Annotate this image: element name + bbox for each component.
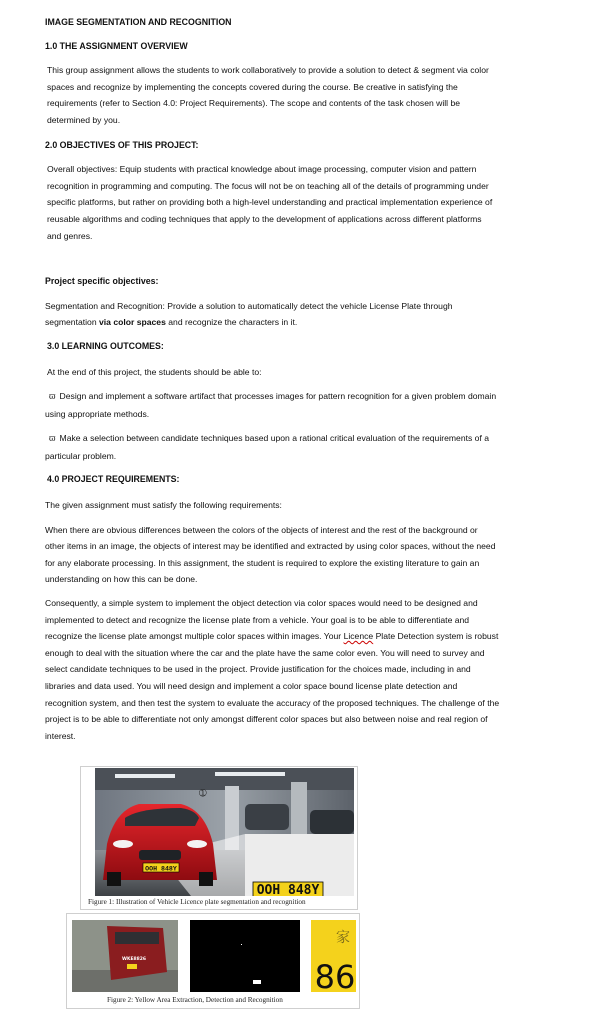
text-line: Overall objectives: Equip students with practical knowledge about image processing, computer vision and pattern: [47, 164, 477, 175]
text-line: select candidate techniques to be used in the project. Provide justification for the choices made, including in and: [45, 664, 471, 675]
learning-outcomes-intro: At the end of this project, the students should be able to:: [47, 366, 262, 377]
text-run: recognize the license plate amongst multiple color spaces within images. Your: [45, 631, 344, 642]
binary-mask: [190, 920, 300, 992]
plate-crop-number: 86: [314, 958, 356, 994]
specific-objectives-paragraph: [45, 298, 565, 331]
text-line: requirements (refer to Section 4.0: Project Requirements). The scope and contents of the task chosen will be: [47, 98, 461, 109]
headlight-right: [187, 840, 207, 848]
text-line: specific platforms, but rather on providing both a high-level understanding and practical implementation experience of: [47, 197, 493, 208]
text-line: recognition system, and then test the system to evaluate the accuracy of the proposed techniques. The challenge of the: [45, 697, 500, 708]
section-1-paragraph: [45, 62, 565, 128]
text-line: [45, 628, 565, 645]
text-line: [45, 314, 565, 331]
ceiling-light: [215, 772, 285, 776]
text-line: and genres.: [47, 230, 93, 241]
document-title: IMAGE SEGMENTATION AND RECOGNITION: [45, 17, 232, 27]
mask-noise: [241, 944, 242, 945]
text-line: for any elaborate processing. In this assignment, the student is required to explore the existing literature to gain an: [45, 557, 480, 568]
parked-car: [310, 810, 354, 834]
document-body: [45, 14, 565, 744]
figure-1-caption: Figure 1: Illustration of Vehicle Licence plate segmentation and recognition: [88, 898, 306, 906]
direction-sign: ➀: [199, 789, 207, 799]
text-line: reusable algorithms and coding techniques that apply to the development of applications across different platforms: [47, 213, 482, 224]
text-line: [45, 430, 565, 448]
requirements-paragraph-2: [45, 595, 565, 744]
text-run: segmentation: [45, 317, 99, 328]
figure-2-images: [67, 914, 359, 994]
text-line: libraries and data used. You will need design and implement a color space bound license plate detection and: [45, 681, 458, 691]
section-4-heading: 4.0 PROJECT REQUIREMENTS:: [47, 474, 180, 485]
outcome-bullet-1: [45, 388, 565, 422]
figure-1: [80, 766, 358, 910]
garage-ceiling: [95, 768, 354, 790]
bullet-icon: ϖ: [49, 434, 56, 444]
text-line: particular problem.: [45, 450, 117, 461]
bus-window: [115, 932, 159, 944]
bold-text: via color spaces: [98, 317, 166, 328]
car-grille: [139, 850, 181, 860]
requirements-paragraph-1: [45, 522, 565, 588]
text-line: Segmentation and Recognition: Provide a solution to automatically detect the vehicle License Plate through: [45, 300, 453, 311]
wheel-left: [107, 872, 121, 886]
mask-region: [253, 980, 261, 984]
text-line: implemented to detect and recognize the license plate from a vehicle. Your goal is to be able to differentiate and: [45, 614, 470, 625]
text-run: Make a selection between candidate techniques based upon a rational critical evaluation of the requirements of a: [59, 433, 490, 444]
text-line: interest.: [45, 730, 76, 741]
figure-2: [66, 913, 360, 1009]
section-3-heading: 3.0 LEARNING OUTCOMES:: [47, 340, 164, 351]
text-line: enough to deal with the situation where the car and the plate have the same color even. You will need to survey and: [45, 647, 485, 658]
text-line: understanding on how this can be done.: [45, 574, 198, 585]
section-2-heading: 2.0 OBJECTIVES OF THIS PROJECT:: [45, 139, 199, 150]
wheel-right: [199, 872, 213, 886]
requirements-intro: The given assignment must satisfy the following requirements:: [45, 500, 282, 511]
text-run: and recognize the characters in it.: [165, 317, 298, 328]
bus-yellow-plate: [127, 964, 137, 969]
bus-plate-text: WKE8826: [122, 957, 147, 962]
text-line: spaces and recognize by implementing the concepts covered during the course. Be creative in satisfying the: [47, 81, 458, 92]
plate-large-text: OOH 848Y: [256, 883, 320, 896]
plate-small-text: OOH 848Y: [145, 865, 177, 873]
text-line: using appropriate methods.: [45, 408, 150, 419]
section-1-heading: 1.0 THE ASSIGNMENT OVERVIEW: [45, 40, 188, 51]
spellcheck-word: Licence: [343, 631, 374, 642]
text-line: recognition in programming and computing. The focus will not be on teaching all of the details of programming under: [47, 180, 489, 191]
outcome-bullet-2: [45, 430, 565, 464]
parked-car: [245, 804, 289, 830]
specific-objectives-heading: Project specific objectives:: [45, 276, 159, 287]
text-line: determined by you.: [47, 114, 121, 125]
text-line: When there are obvious differences between the colors of the objects of interest and the rest of the background or: [45, 524, 478, 535]
text-line: This group assignment allows the students to work collaboratively to provide a solution to detect & segment via color: [47, 65, 489, 76]
text-run: Plate Detection system is robust: [373, 631, 499, 642]
car-photo: [95, 768, 354, 896]
text-line: other items in an image, the objects of interest may be identified and extracted by using color spaces, without the need: [45, 541, 496, 552]
figure-2-caption: Figure 2: Yellow Area Extraction, Detection and Recognition: [107, 996, 283, 1004]
plate-crop-char: 家: [336, 930, 350, 946]
section-2-paragraph: [45, 161, 565, 244]
text-run: Design and implement a software artifact that processes images for pattern recognition for a given problem domain: [59, 391, 497, 402]
text-line: [45, 388, 565, 406]
text-line: Consequently, a simple system to implement the object detection via color spaces would need to be designed and: [45, 598, 478, 609]
ceiling-light: [115, 774, 175, 778]
headlight-left: [113, 840, 133, 848]
bullet-icon: ϖ: [49, 392, 56, 402]
text-line: project is to be able to differentiate not only amongst different color spaces but also between noise and real region of: [45, 714, 488, 725]
